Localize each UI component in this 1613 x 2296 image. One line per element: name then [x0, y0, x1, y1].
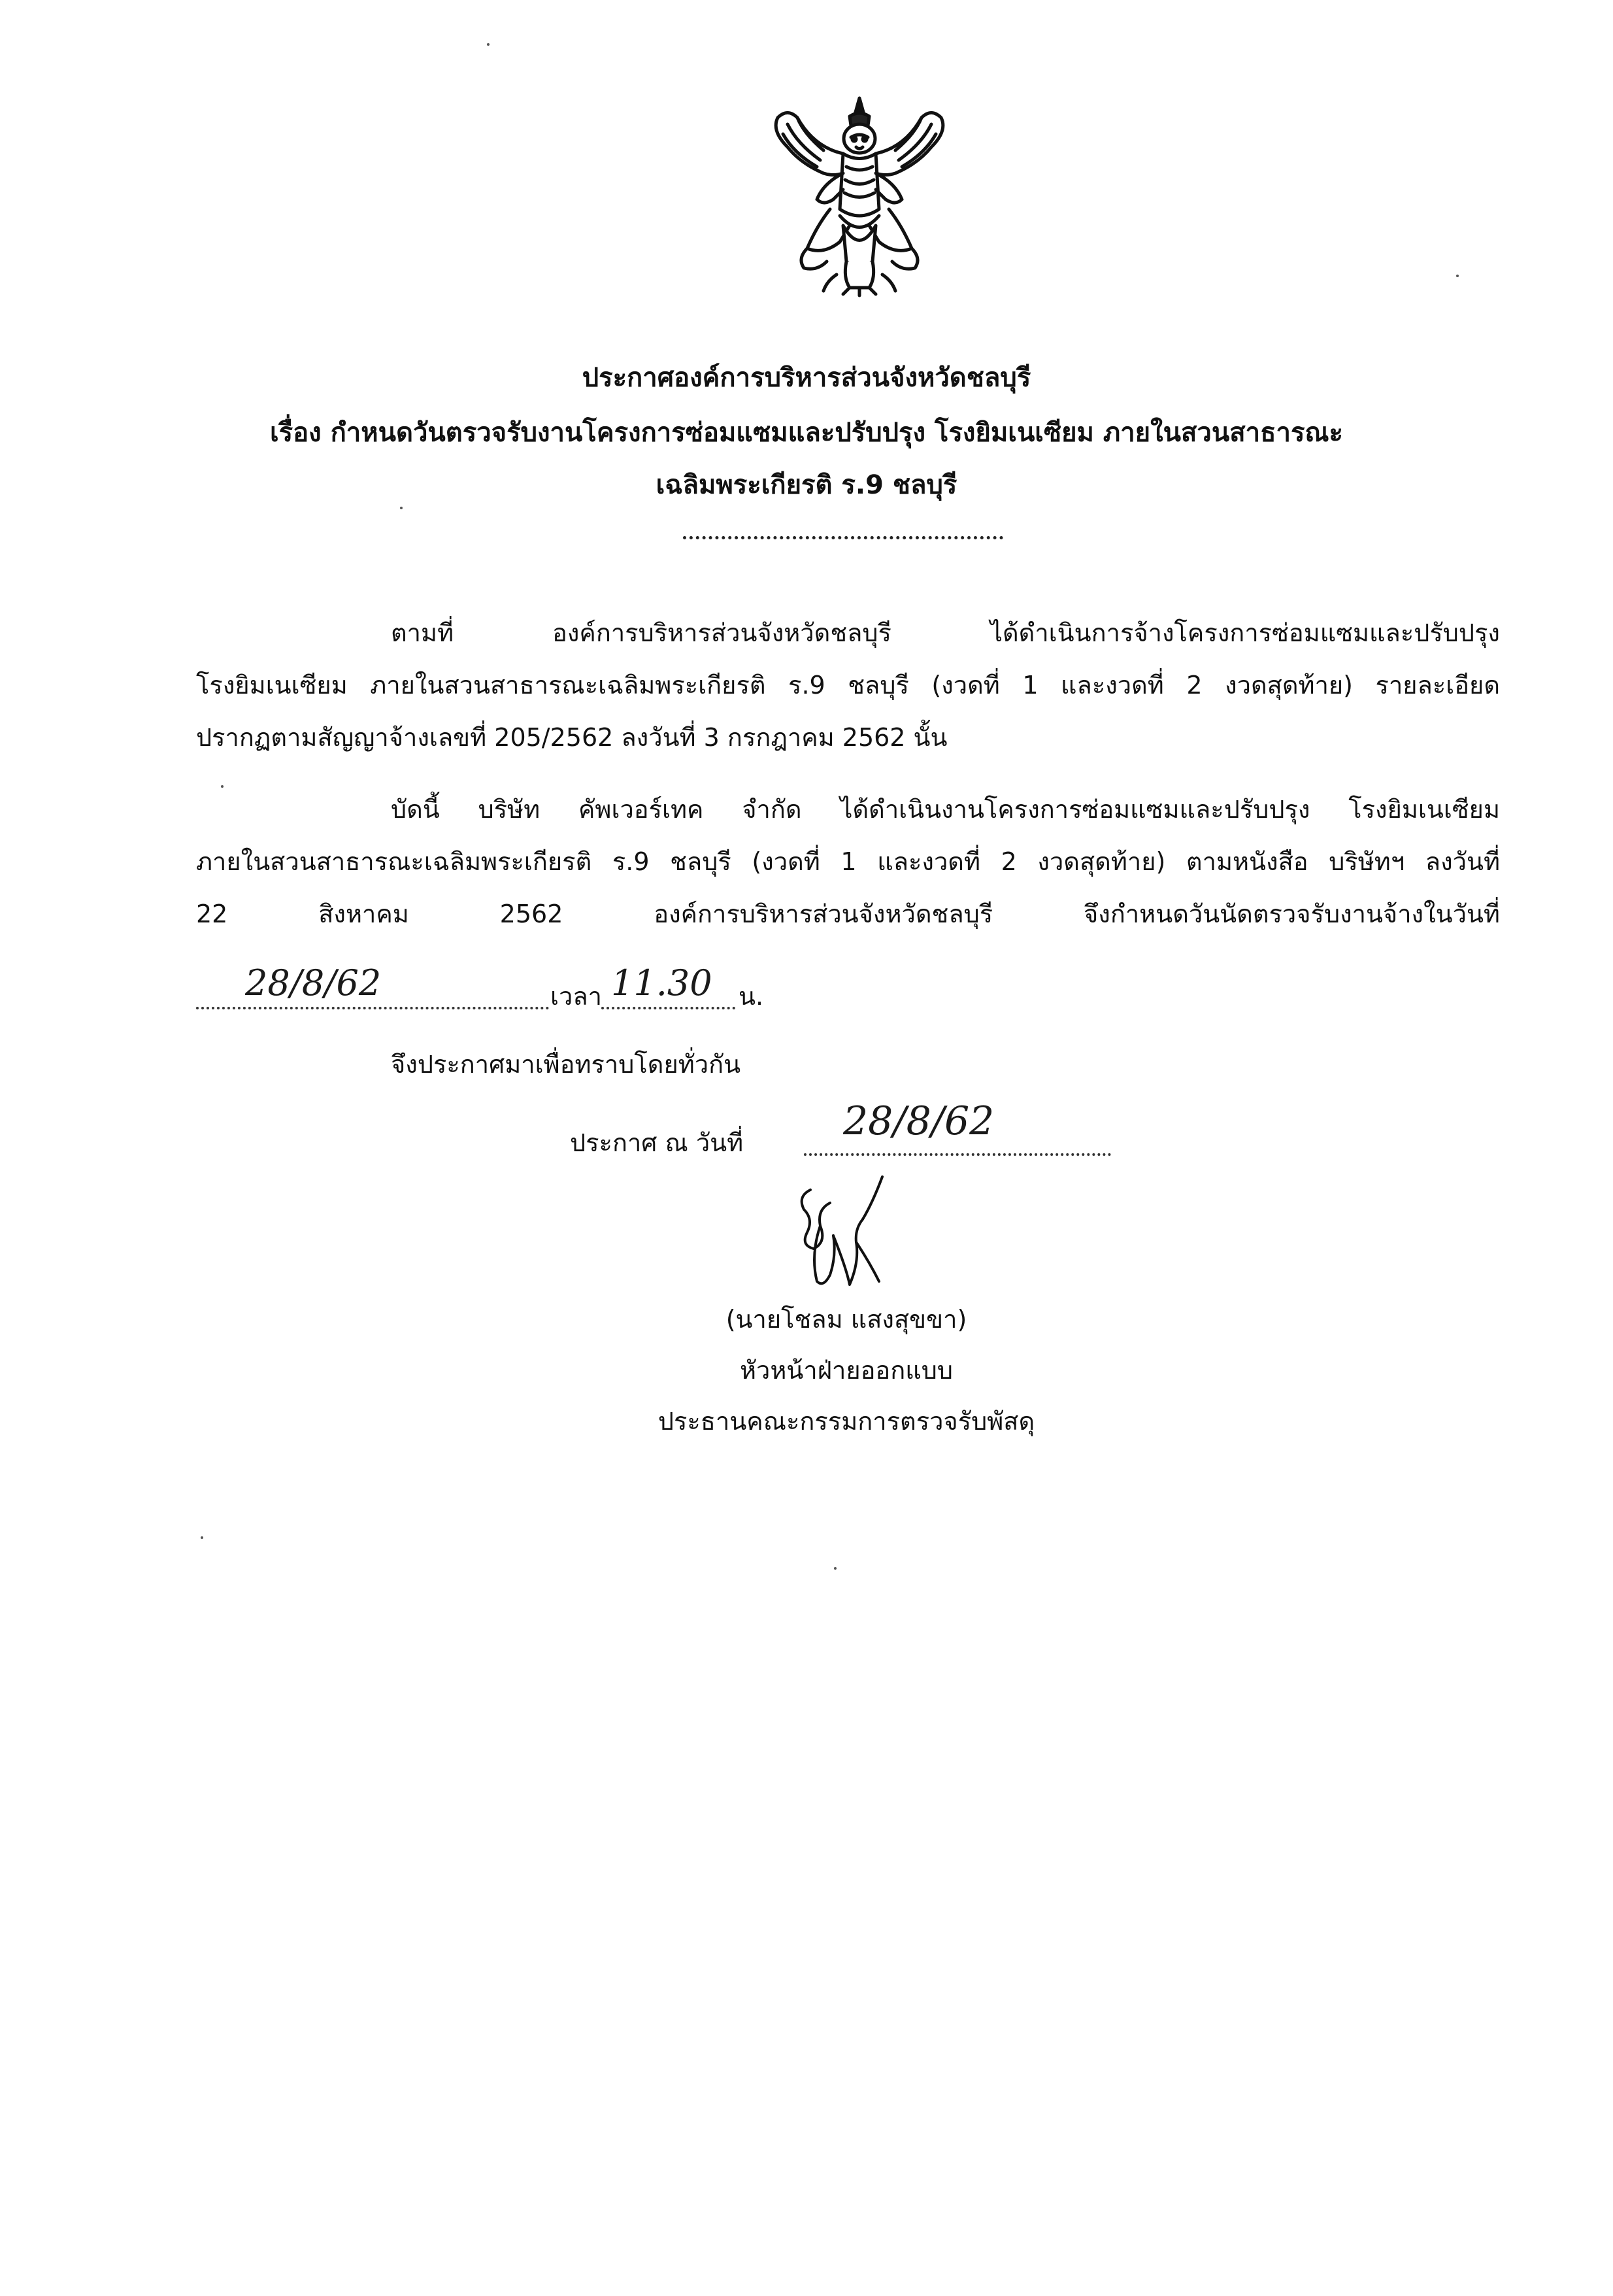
announcement-subject: เรื่อง กำหนดวันตรวจรับงานโครงการซ่อมแซมและปรับปรุง โรงยิมเนเซียม ภายในสวนสาธารณะ — [269, 418, 1344, 448]
closing-statement: จึงประกาศมาเพื่อทราบโดยทั่วกัน — [391, 1050, 741, 1079]
announced-date-dotted-line — [804, 1153, 1111, 1156]
scan-speck — [201, 1536, 203, 1539]
scan-speck — [221, 785, 224, 788]
title-divider — [683, 536, 1003, 539]
inspection-date-dotted-line — [196, 1007, 549, 1009]
paragraph2-line3: 22 สิงหาคม 2562 องค์การบริหารส่วนจังหวัดชลบุรี จึงกำหนดวันนัดตรวจรับงานจ้างในวันที่ — [196, 900, 1500, 928]
scan-speck — [400, 507, 403, 509]
time-label: เวลา — [550, 982, 602, 1011]
announced-date-label: ประกาศ ณ วันที่ — [570, 1128, 744, 1157]
scan-speck — [1456, 275, 1459, 277]
signature-icon — [784, 1170, 915, 1294]
garuda-emblem-icon — [752, 85, 967, 301]
scan-speck — [834, 1567, 837, 1570]
inspection-time-dotted-line — [601, 1007, 735, 1009]
paragraph2-line1: บัดนี้ บริษัท คัพเวอร์เทค จำกัด ได้ดำเนินงานโครงการซ่อมแซมและปรับปรุง โรงยิมเนเซียม — [391, 795, 1500, 824]
signatory-committee-role: ประธานคณะกรรมการตรวจรับพัสดุ — [657, 1407, 1035, 1436]
signatory-position: หัวหน้าฝ่ายออกแบบ — [739, 1356, 953, 1385]
signatory-name: (นายโชลม แสงสุขขา) — [725, 1305, 967, 1334]
paragraph1-line2: โรงยิมเนเซียม ภายในสวนสาธารณะเฉลิมพระเกียรติ ร.9 ชลบุรี (งวดที่ 1 และงวดที่ 2 งวดสุดท้าย) รายละเอียด — [196, 671, 1500, 700]
announcement-subject-continued: เฉลิมพระเกียรติ ร.9 ชลบุรี — [656, 470, 957, 500]
inspection-time-handwritten: 11.30 — [611, 962, 712, 1004]
paragraph1-line1: ตามที่ องค์การบริหารส่วนจังหวัดชลบุรี ได้ดำเนินการจ้างโครงการซ่อมแซมและปรับปรุง — [391, 618, 1500, 647]
announced-date-handwritten: 28/8/62 — [843, 1098, 995, 1144]
inspection-date-handwritten: 28/8/62 — [245, 962, 382, 1004]
paragraph1-line3: ปรากฏตามสัญญาจ้างเลขที่ 205/2562 ลงวันที่ 3 กรกฎาคม 2562 นั้น — [196, 723, 948, 752]
announcement-title: ประกาศองค์การบริหารส่วนจังหวัดชลบุรี — [582, 363, 1031, 393]
scan-speck — [487, 43, 490, 46]
time-unit: น. — [739, 982, 764, 1011]
paragraph2-line2: ภายในสวนสาธารณะเฉลิมพระเกียรติ ร.9 ชลบุรี (งวดที่ 1 และงวดที่ 2 งวดสุดท้าย) ตามหนังสือ บริษัทฯ ลงวันที่ — [196, 847, 1500, 876]
